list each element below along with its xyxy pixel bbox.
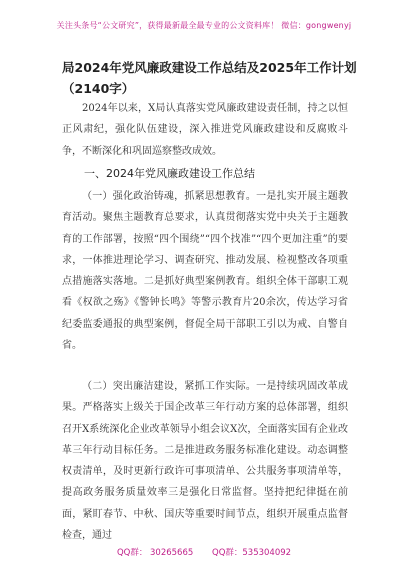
intro-paragraph: 2024年以来，X局认真落实党风廉政建设责任制，持之以恒正风肃纪，强化队伍建设，深入推进党风廉政建设和反腐败斗争，不断深化和巩固巡察整改成效。 xyxy=(62,103,348,157)
qq-group-2: QQ群：535304092 xyxy=(212,548,292,558)
document-title: 局2024年党风廉政建设工作总结及2025年工作计划（2140字） xyxy=(62,60,357,96)
top-promo-banner: 关注头条号“公文研究”，获得最新最全最专业的公文资料库！ 微信：gongwenyj xyxy=(56,21,352,30)
paragraph-2: （二）突出廉洁建设，紧抓工作实际。一是持续巩固改革成果。严格落实上级关于国企改革三年行动方案的总体部署，组织召开X系统深化企业改革领导小组会议X次，全面落实国有企业改革三年行动目标任务。二是推进政务服务标准化建设。动态调整权责清单，及时更新行政许可事项清单、公共服务事项清单等，提高政务服务质量效率三是强化日常监督。坚持把纪律挺在前面，紧盯春节、中秋、国庆等重要时间节点，组织开展重点监督检查，通过 xyxy=(62,381,348,542)
qq-group-1: QQ群： 30265665 xyxy=(116,548,194,558)
paragraph-1: （一）强化政治铸魂，抓紧思想教育。一是扎实开展主题教育活动。聚焦主题教育总要求，认真贯彻落实党中央关于主题教育的工作部署，按照“四个围绕”“四个找准”“四个更加注重”的要求，一体推进理论学习、调查研究、推动发展、检视整改各项重点措施落实落地。二是抓好典型案例教育。组织全体干部职工观看《权欲之殇》《警钟长鸣》等警示教育片20余次，传达学习省纪委监委通报的典型案例，督促全局干部职工引以为戒、自警自省。 xyxy=(62,191,348,352)
section-heading-1: 一、2024年党风廉政建设工作总结 xyxy=(84,167,255,180)
footer-qq-banner xyxy=(0,546,408,558)
